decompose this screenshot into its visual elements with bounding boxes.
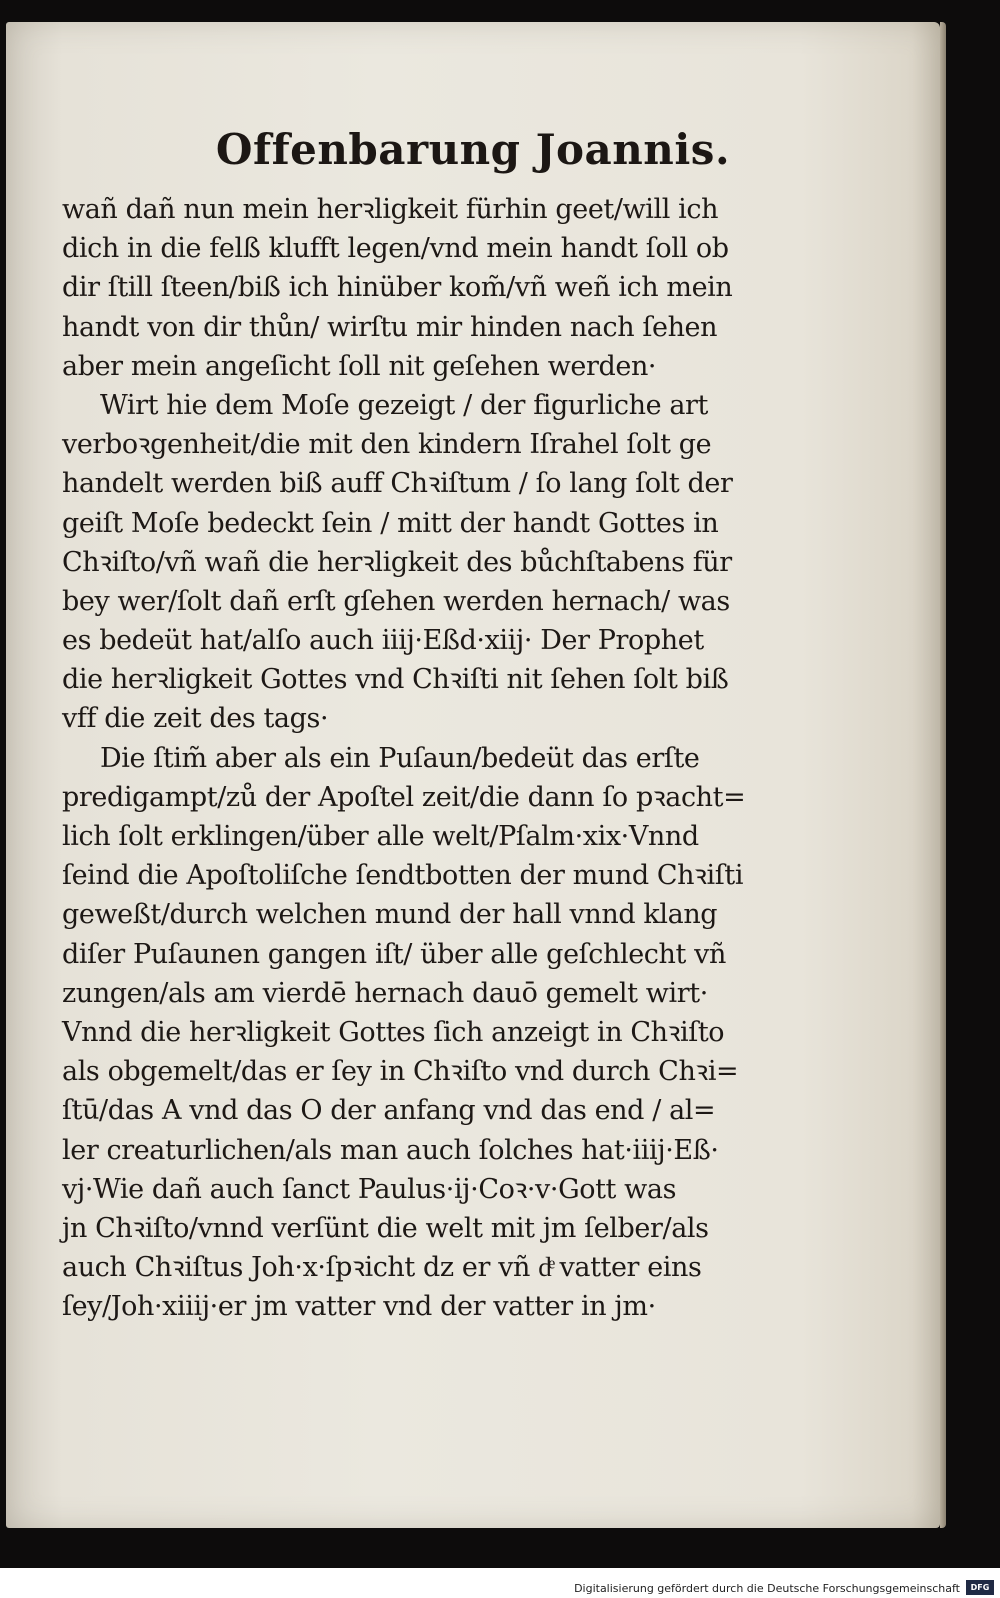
- text-line: Vnnd die herꝛligkeit Gottes ſich anzeigt in Chꝛiſto: [62, 1016, 725, 1048]
- text-line: dich in die felß klufft legen/vnd mein handt ſoll ob: [62, 233, 729, 265]
- text-line: ſey/Joh·xiiij·er jm vatter vnd der vatter in jm·: [62, 1291, 656, 1323]
- text-line: diſer Puſaunen gangen iſt/ über alle geſchlecht vñ: [62, 938, 726, 970]
- text-line: Wirt hie dem Moſe gezeigt / der figurliche art: [100, 389, 708, 421]
- dfg-logo: DFG: [966, 1580, 994, 1595]
- text-line: zungen/als am vierdē hernach dauō gemelt wirt·: [62, 977, 708, 1009]
- text-line: Die ſtim̃ aber als ein Puſaun/bedeüt das erſte: [100, 742, 700, 774]
- text-line: handt von dir thůn/ wirſtu mir hinden nach ſehen: [62, 311, 718, 343]
- text-line: verboꝛgenheit/die mit den kindern Iſrahel ſolt ge: [62, 429, 712, 461]
- text-line: als obgemelt/das er ſey in Chꝛiſto vnd durch Chꝛi=: [62, 1056, 739, 1088]
- dfg-credit: Digitalisierung gefördert durch die Deutsche Forschungsgemeinschaft: [574, 1582, 960, 1595]
- text-line: vff die zeit des tags·: [62, 703, 329, 735]
- text-line: handelt werden biß auff Chꝛiſtum / ſo lang ſolt der: [62, 468, 733, 500]
- text-line: Chꝛiſto/vñ wañ die herꝛligkeit des bůchſtabens für: [62, 546, 732, 578]
- text-line: es bedeüt hat/alſo auch iiij·Eßd·xiij· Der Prophet: [62, 625, 704, 657]
- text-line: bey wer/ſolt dañ erſt gſehen werden hernach/ was: [62, 585, 730, 617]
- text-line: ſeind die Apoſtoliſche ſendtbotten der mund Chꝛiſti: [62, 860, 744, 892]
- text-line: ſtū/das A vnd das O der anfang vnd das end / al=: [62, 1095, 716, 1127]
- text-body: [62, 190, 822, 1326]
- text-line: vj·Wie dañ auch ſanct Paulus·ij·Coꝛ·v·Gott was: [62, 1173, 677, 1205]
- text-line: auch Chꝛiſtus Joh·x·ſpꝛicht dz er vñ dͤ vatter eins: [62, 1252, 702, 1284]
- page-edge: [940, 22, 946, 1528]
- text-line: wañ dañ nun mein herꝛligkeit fürhin geet/will ich: [62, 194, 719, 225]
- text-line: geweßt/durch welchen mund der hall vnnd klang: [62, 899, 718, 931]
- book-page: [6, 22, 940, 1528]
- text-line: jn Chꝛiſto/vnnd verſünt die welt mit jm ſelber/als: [62, 1212, 709, 1244]
- text-line: lich ſolt erklingen/über alle welt/Pſalm·xix·Vnnd: [62, 821, 699, 852]
- footer-bar: [0, 1568, 1000, 1598]
- text-line: aber mein angeſicht ſoll nit geſehen werden·: [62, 350, 657, 382]
- text-line: geiſt Moſe bedeckt ſein / mitt der handt Gottes in: [62, 507, 719, 539]
- text-line: dir ſtill ſteen/biß ich hinüber kom̃/vñ weñ ich mein: [62, 272, 733, 304]
- running-head: Offenbarung Joannis.: [215, 125, 731, 174]
- text-line: ler creaturlichen/als man auch ſolches hat·iiij·Eß·: [62, 1134, 719, 1166]
- text-line: die herꝛligkeit Gottes vnd Chꝛiſti nit ſehen ſolt biß: [62, 664, 729, 696]
- text-line: predigampt/zů der Apoſtel zeit/die dann ſo pꝛacht=: [62, 781, 746, 813]
